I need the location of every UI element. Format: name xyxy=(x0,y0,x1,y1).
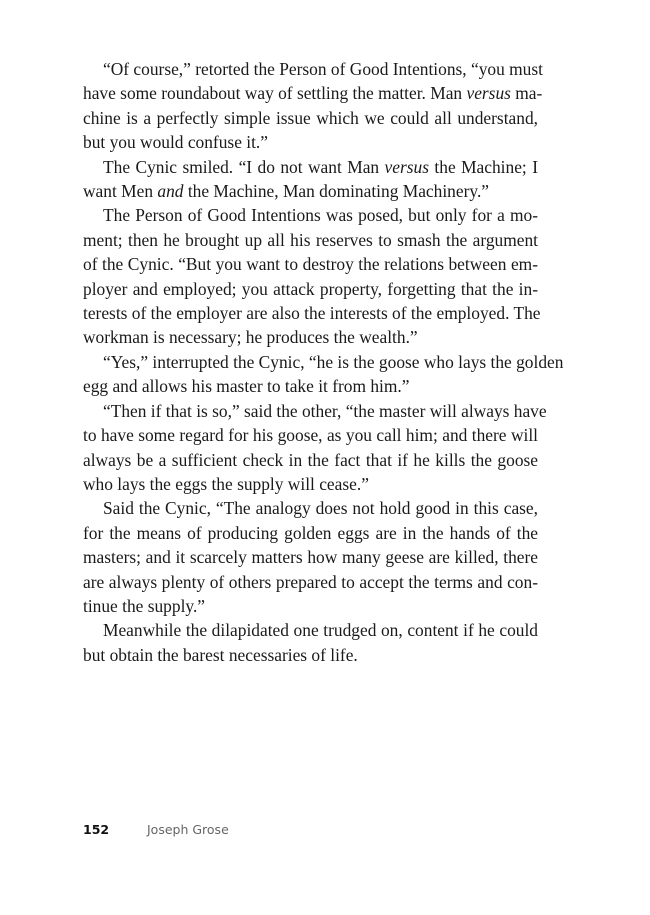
text-line: ment; then he brought up all his reserves to smash the argument xyxy=(83,229,538,250)
text-line: chine is a perfectly simple issue which we could all understand, xyxy=(83,107,538,128)
page-footer xyxy=(83,822,229,837)
text-line: The Person of Good Intentions was posed, but only for a mo- xyxy=(103,205,538,226)
text-line: masters; and it scarcely matters how many geese are killed, there xyxy=(83,547,538,568)
text-line: to have some regard for his goose, as you call him; and there will xyxy=(83,425,538,446)
paragraph-3 xyxy=(83,203,541,349)
running-footer-author: Joseph Grose xyxy=(146,822,229,837)
text-line: “Yes,” interrupted the Cynic, “he is the goose who lays the golden xyxy=(103,351,564,372)
paragraph-2 xyxy=(83,155,538,204)
paragraph-1 xyxy=(83,57,543,155)
text-line: have some roundabout way of settling the matter. Man versus ma- xyxy=(83,83,543,104)
text-line: but you would confuse it.” xyxy=(83,132,268,153)
text-line: Said the Cynic, “The analogy does not hold good in this case, xyxy=(103,498,538,519)
text-line: are always plenty of others prepared to accept the terms and con- xyxy=(83,571,538,592)
text-line: Meanwhile the dilapidated one trudged on, content if he could xyxy=(103,620,538,641)
body-text xyxy=(83,57,564,667)
page-number: 152 xyxy=(83,822,110,837)
text-line: workman is necessary; he produces the wealth.” xyxy=(83,327,418,348)
text-line: but obtain the barest necessaries of life. xyxy=(83,644,358,665)
text-line: of the Cynic. “But you want to destroy the relations between em- xyxy=(83,254,538,275)
paragraph-5 xyxy=(83,399,547,497)
paragraph-4 xyxy=(83,350,564,399)
text-line: terests of the employer are also the interests of the employed. The xyxy=(83,303,541,324)
paragraph-7 xyxy=(83,618,538,667)
text-line: “Then if that is so,” said the other, “the master will always have xyxy=(103,400,547,421)
text-line: The Cynic smiled. “I do not want Man versus the Machine; I xyxy=(103,156,538,177)
text-line: ployer and employed; you attack property, forgetting that the in- xyxy=(83,278,538,299)
text-line: who lays the eggs the supply will cease.” xyxy=(83,473,369,494)
text-line: “Of course,” retorted the Person of Good Intentions, “you must xyxy=(103,59,543,79)
text-line: egg and allows his master to take it from him.” xyxy=(83,376,410,397)
text-line: always be a sufficient check in the fact that if he kills the goose xyxy=(83,449,538,470)
paragraph-6 xyxy=(83,496,538,618)
text-line: for the means of producing golden eggs are in the hands of the xyxy=(83,522,538,543)
text-line: want Men and the Machine, Man dominating Machinery.” xyxy=(83,181,490,202)
text-line: tinue the supply.” xyxy=(83,595,206,616)
